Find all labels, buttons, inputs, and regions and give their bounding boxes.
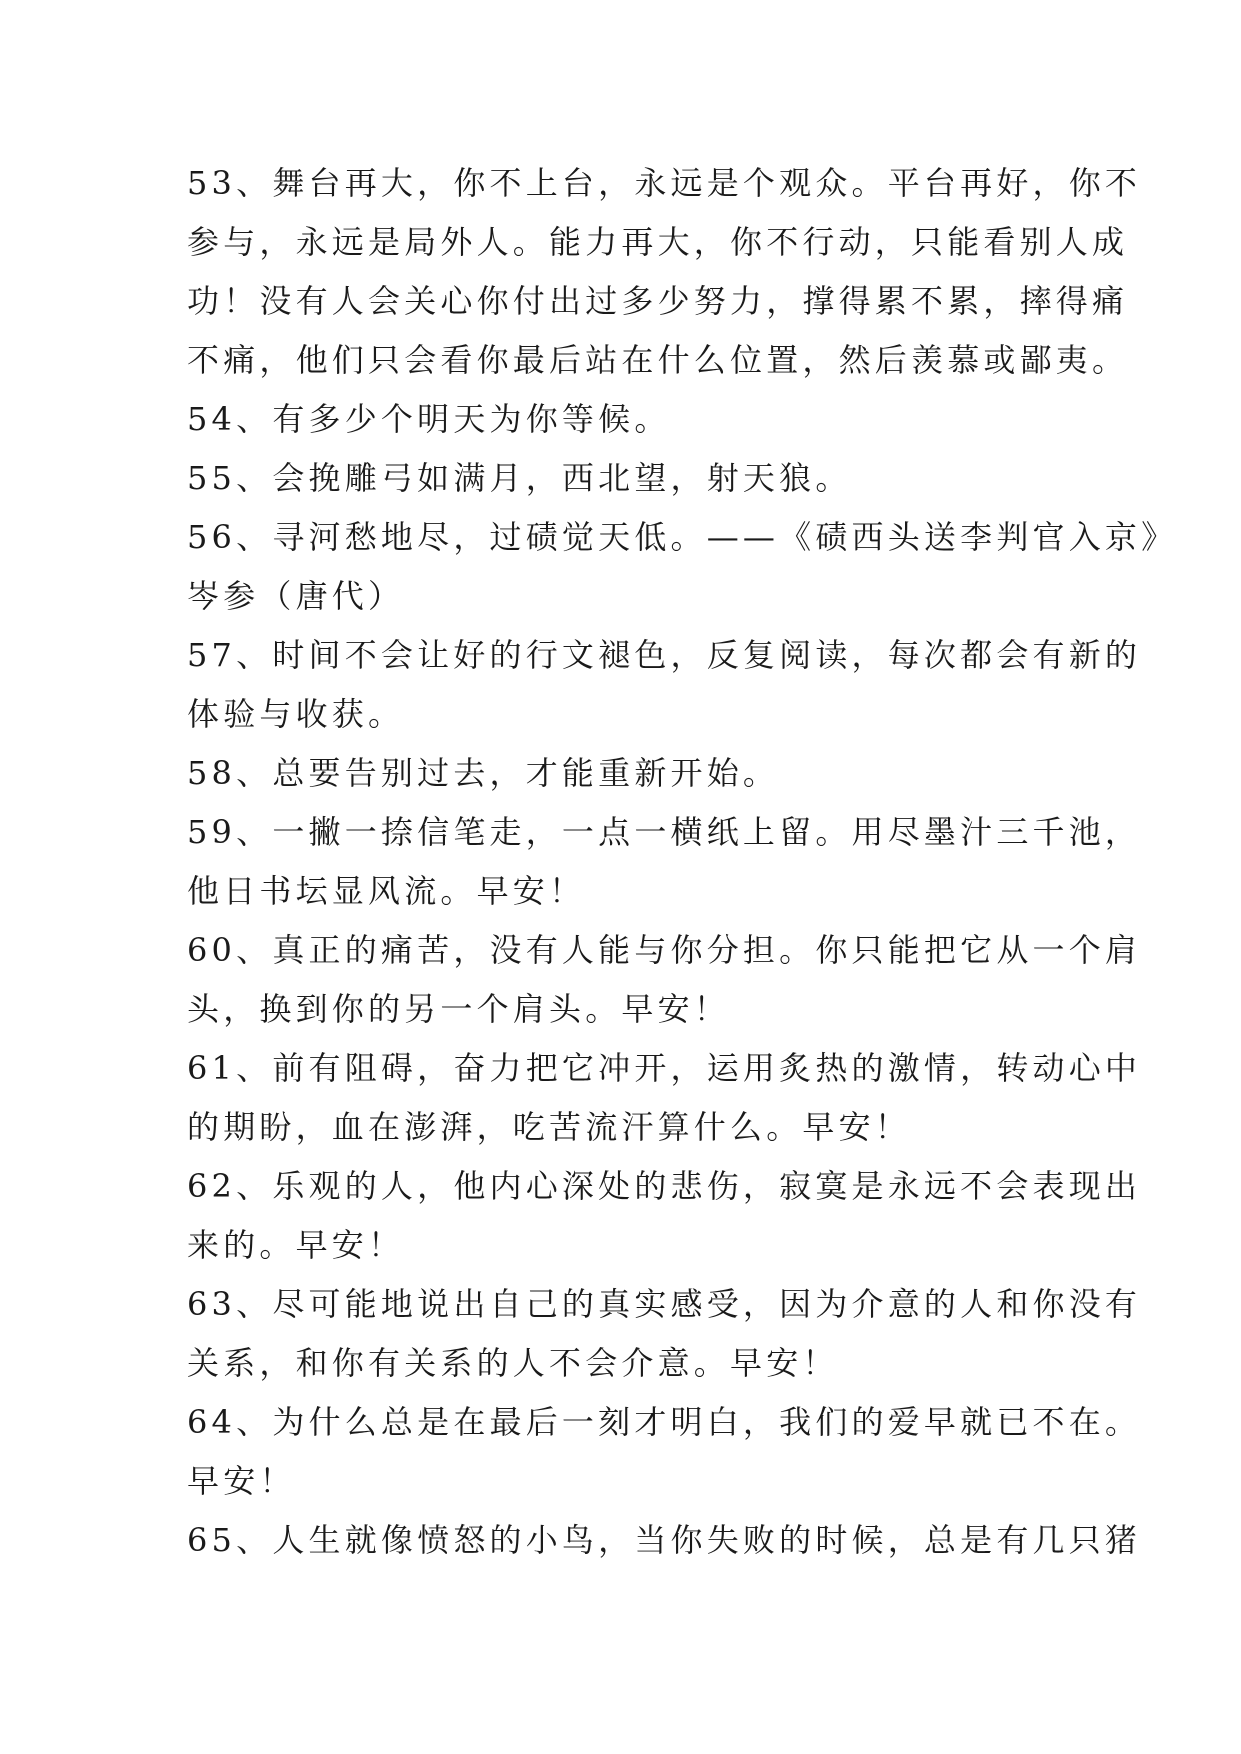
text-line: 53、舞台再大，你不上台，永远是个观众。平台再好，你不 [187,164,1142,202]
entry-61 [187,1039,1142,1157]
entry-54 [187,390,1067,449]
text-line: 63、尽可能地说出自己的真实感受，因为介意的人和你没有 [187,1285,1142,1323]
text-line: 61、前有阻碍，奋力把它冲开，运用炙热的激情，转动心中 [187,1049,1142,1087]
text-line: 64、为什么总是在最后一刻才明白，我们的爱早就已不在。 [187,1403,1142,1441]
text-line: 58、总要告别过去，才能重新开始。 [187,754,780,792]
text-line: 62、乐观的人，他内心深处的悲伤，寂寞是永远不会表现出 [187,1167,1142,1205]
text-line: 59、一撇一捺信笔走，一点一横纸上留。用尽墨汁三千池， [187,813,1142,851]
entry-64 [187,1393,1142,1511]
text-line: 54、有多少个明天为你等候。 [187,400,671,438]
text-line: 早安！ [187,1462,296,1500]
text-line: 他日书坛显风流。早安！ [187,872,586,910]
text-line: 关系，和你有关系的人不会介意。早安！ [187,1344,839,1382]
text-line: 60、真正的痛苦，没有人能与你分担。你只能把它从一个肩 [187,931,1142,969]
text-line: 参与，永远是局外人。能力再大，你不行动，只能看别人成 [187,223,1129,261]
entry-55 [187,449,1067,508]
entry-53 [187,154,1142,390]
entry-63 [187,1275,1142,1393]
entry-62 [187,1157,1142,1275]
text-line: 56、寻河愁地尽，过碛觉天低。——《碛西头送李判官入京》 [187,518,1178,556]
entry-58 [187,744,1067,803]
text-line: 岑参（唐代） [187,577,405,615]
text-line: 55、会挽雕弓如满月，西北望，射天狼。 [187,459,852,497]
text-line: 的期盼，血在澎湃，吃苦流汗算什么。早安！ [187,1108,912,1146]
text-line: 不痛，他们只会看你最后站在什么位置，然后羡慕或鄙夷。 [187,341,1129,379]
text-line: 57、时间不会让好的行文褪色，反复阅读，每次都会有新的 [187,636,1142,674]
entry-56 [187,508,1178,626]
entry-57 [187,626,1142,744]
entry-59 [187,803,1142,921]
text-line: 体验与收获。 [187,695,405,733]
text-line: 来的。早安！ [187,1226,405,1264]
text-line: 头，换到你的另一个肩头。早安！ [187,990,731,1028]
text-line: 65、人生就像愤怒的小鸟，当你失败的时候，总是有几只猪 [187,1521,1142,1559]
entry-60 [187,921,1142,1039]
text-line: 功！没有人会关心你付出过多少努力，撑得累不累，摔得痛 [187,282,1129,320]
entry-65 [187,1511,1142,1570]
document-body [187,154,1178,1570]
